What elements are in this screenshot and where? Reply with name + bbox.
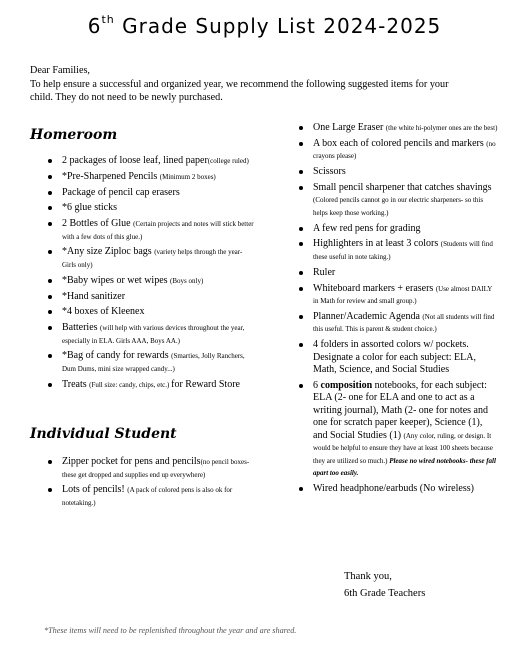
list-item [299, 311, 499, 336]
item-text: *4 boxes of Kleenex [62, 306, 145, 318]
right-list [299, 122, 499, 499]
item-text: Whiteboard markers + erasers [313, 282, 436, 294]
item-note: (college ruled) [207, 157, 249, 165]
item-text: One Large Eraser [313, 122, 386, 133]
item-note: (the white hi-polymer ones are the best) [385, 124, 498, 132]
thanks-line-2: 6th Grade Teachers [344, 588, 426, 599]
item-text: *Pre-Sharpened Pencils [62, 170, 160, 182]
list-item [299, 267, 499, 280]
homeroom-heading: Homeroom [30, 127, 118, 143]
item-text: 2 packages of loose leaf, lined paper [62, 155, 208, 166]
list-item: Wired headphone/earbuds (No wireless) [299, 483, 499, 496]
list-item [299, 166, 499, 179]
list-item [48, 171, 258, 184]
list-item [299, 122, 499, 135]
list-item [48, 456, 258, 481]
item-text: *Hand sanitizer [62, 290, 126, 302]
list-item [299, 339, 499, 377]
intro-text [30, 64, 510, 105]
homeroom-list [48, 155, 258, 395]
item-note: (no pencil boxes- these get dropped and supplies end up everywhere) [62, 458, 250, 479]
list-item [299, 182, 499, 220]
item-text: *Baby wipes or wet wipes [62, 274, 171, 286]
item-note: (A pack of colored pens is also ok for notetaking.) [62, 486, 233, 507]
item-text: *Any size Ziploc bags [62, 246, 155, 258]
item-text: Batteries [62, 322, 101, 334]
list-item [299, 223, 499, 236]
item-note: (Certain projects and notes will stick better with a few dots of this glue.) [62, 220, 254, 241]
item-text: 6 [313, 379, 321, 391]
item-text-tail: for Reward Store [171, 378, 240, 390]
list-item [48, 275, 258, 288]
list-item [48, 218, 258, 243]
item-note: (Use almost DAILY in Math for review and small group.) [313, 284, 493, 306]
item-text: *Bag of candy for rewards [62, 350, 172, 362]
list-item [48, 187, 258, 200]
item-note: (Not all students will find this useful. This is parent & student choice.) [313, 312, 495, 334]
item-text: 4 folders in assorted colors w/ pockets. Designate a color for each subject: ELA, Math, Science, and Social Studies [313, 339, 476, 376]
item-text: A few red pens for grading [313, 222, 421, 234]
item-text: Scissors [313, 166, 346, 178]
item-text: Small pencil sharpener that catches shavings [313, 181, 492, 193]
list-item [48, 155, 258, 168]
item-note: (Colored pencils cannot go in our electric sharpeners- so this helps keep those working.) [313, 196, 484, 217]
thanks-line-1: Thank you, [344, 571, 392, 582]
list-item [48, 379, 258, 392]
item-note: (no crayons please) [313, 139, 496, 161]
list-item [48, 306, 258, 319]
item-note: (will help with various devices throughout the year, especially in ELA. Girls AAA, Boys AA.) [62, 324, 245, 345]
item-note: (Full size: candy, chips, etc.) [89, 380, 172, 389]
item-text: Treats [62, 378, 90, 390]
item-text: *6 glue sticks [62, 202, 117, 214]
item-text: Lots of pencils! [62, 484, 128, 496]
list-item [48, 484, 258, 509]
item-text: Highlighters in at least 3 colors [313, 238, 441, 250]
item-note: (Students will find these useful in note taking.) [313, 240, 493, 261]
item-note: (Any color, ruling, or design. It would be helpful to ensure they have at least 100 sheets because they are utilized so much.) [313, 431, 493, 465]
individual-heading: Individual Student [30, 426, 177, 442]
list-item [48, 322, 258, 347]
list-item-composition [299, 380, 499, 480]
list-item [48, 202, 258, 215]
item-text: Ruler [313, 266, 336, 278]
item-note: (Minimum 2 boxes) [159, 172, 216, 181]
item-note: (variety helps through the year- Girls only) [62, 248, 243, 269]
list-item [48, 246, 258, 271]
item-text: Planner/Academic Agenda [313, 310, 423, 322]
list-item [299, 138, 499, 163]
list-item [299, 283, 499, 308]
footer-note: *These items will need to be replenished throughout the year and are shared. [44, 626, 297, 635]
item-text: Package of pencil cap erasers [62, 186, 180, 198]
page-title: 6th Grade Supply List 2024-2025 [87, 13, 442, 38]
list-item [48, 291, 258, 304]
intro-line-1: To help ensure a successful and organized year, we recommend the following suggested items for your [30, 78, 449, 90]
list-item [299, 238, 499, 263]
item-bold-note: Please no wired notebooks- these fall apart too easily. [313, 456, 496, 478]
greeting: Dear Families, [30, 65, 90, 76]
intro-line-2: child. They do not need to be newly purchased. [30, 92, 223, 103]
item-text: 2 Bottles of Glue [62, 218, 134, 230]
thank-you-note [344, 568, 425, 602]
item-note: (Boys only) [170, 276, 204, 285]
list-item [48, 350, 258, 375]
item-bold: composition [320, 379, 373, 391]
item-text: notebooks, for each subject: ELA (2- one for ELA and one to act as a writing journal), Math (2- one for notes and one for scratch paper keeper), Science (1), and Social Studies (1) [313, 379, 488, 441]
item-note: (Smarties, Jolly Ranchers, Dum Dums, mini size wrapped candy...) [62, 352, 245, 373]
individual-list [48, 456, 258, 513]
item-text: Zipper pocket for pens and pencils [62, 456, 201, 467]
item-text: A box each of colored pencils and markers [313, 137, 487, 149]
